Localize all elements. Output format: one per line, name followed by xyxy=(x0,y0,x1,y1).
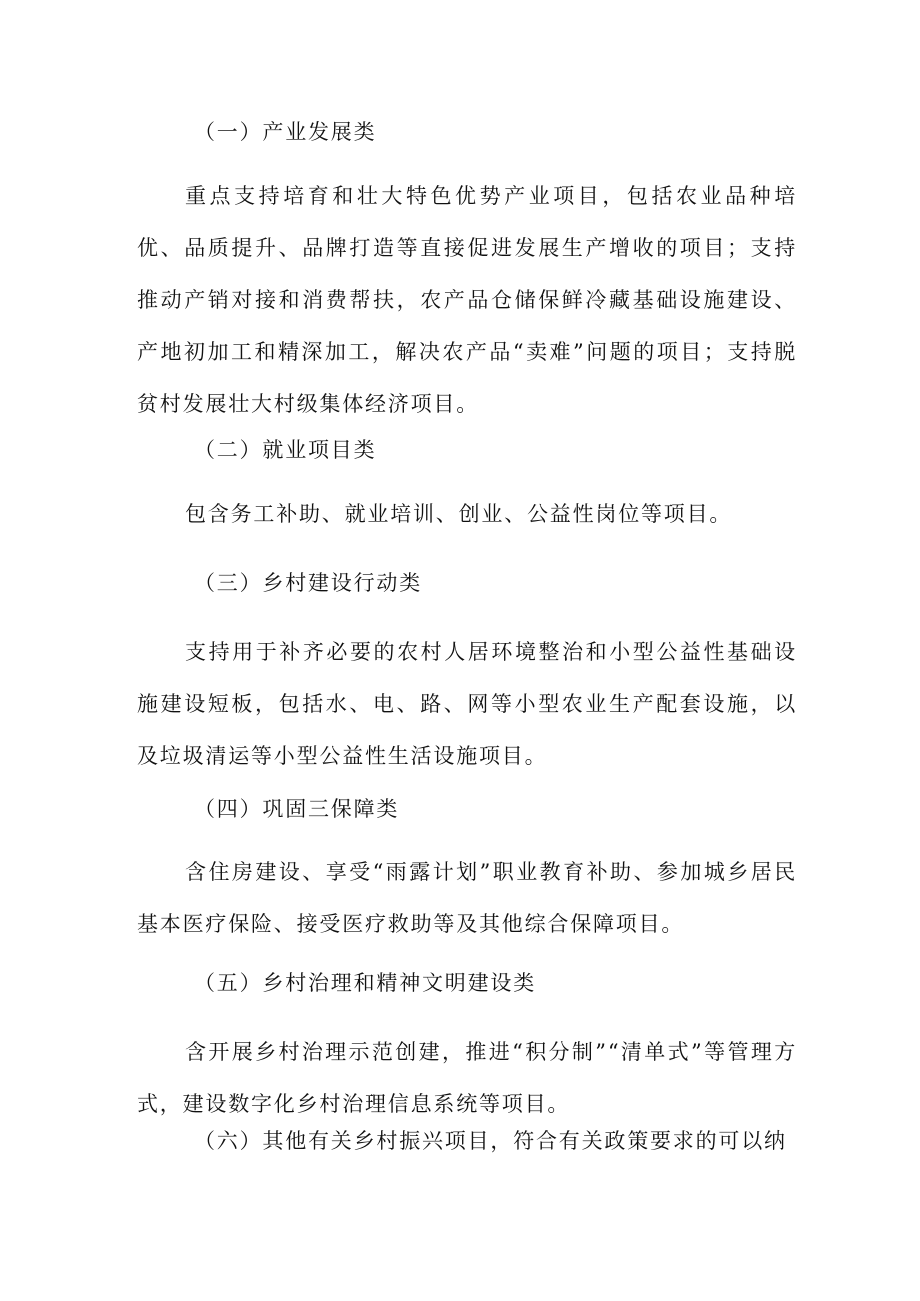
section-body-4: 含住房建设、享受“雨露计划”职业教育补助、参加城乡居民基本医疗保险、接受医疗救助等及其他综合保障项目。 xyxy=(137,860,797,936)
section-heading-4: （四）巩固三保障类 xyxy=(194,797,400,821)
section-heading-3: （三）乡村建设行动类 xyxy=(194,571,422,595)
section-body-1: 重点支持培育和壮大特色优势产业项目，包括农业品种培优、品质提升、品牌打造等直接促进发展生产增收的项目；支持推动产销对接和消费帮扶，农产品仓储保鲜冷藏基础设施建设、产地初加工和精深加工，解决农产品“卖难”问题的项目；支持脱贫村发展壮大村级集体经济项目。 xyxy=(137,184,797,416)
section-heading-5: （五）乡村治理和精神文明建设类 xyxy=(194,971,536,995)
section-body-5: 含开展乡村治理示范创建，推进“积分制”“清单式”等管理方式，建设数字化乡村治理信息系统等项目。 xyxy=(137,1040,797,1116)
section-heading-2: （二）就业项目类 xyxy=(194,438,377,462)
section-body-3: 支持用于补齐必要的农村人居环境整治和小型公益性基础设施建设短板，包括水、电、路、网等小型农业生产配套设施，以及垃圾清运等小型公益性生活设施项目。 xyxy=(137,640,797,768)
section-body-2: 包含务工补助、就业培训、创业、公益性岗位等项目。 xyxy=(185,502,733,526)
section-heading-1: （一）产业发展类 xyxy=(194,120,377,144)
trailing-paragraph: （六）其他有关乡村振兴项目，符合有关政策要求的可以纳 xyxy=(194,1129,787,1153)
